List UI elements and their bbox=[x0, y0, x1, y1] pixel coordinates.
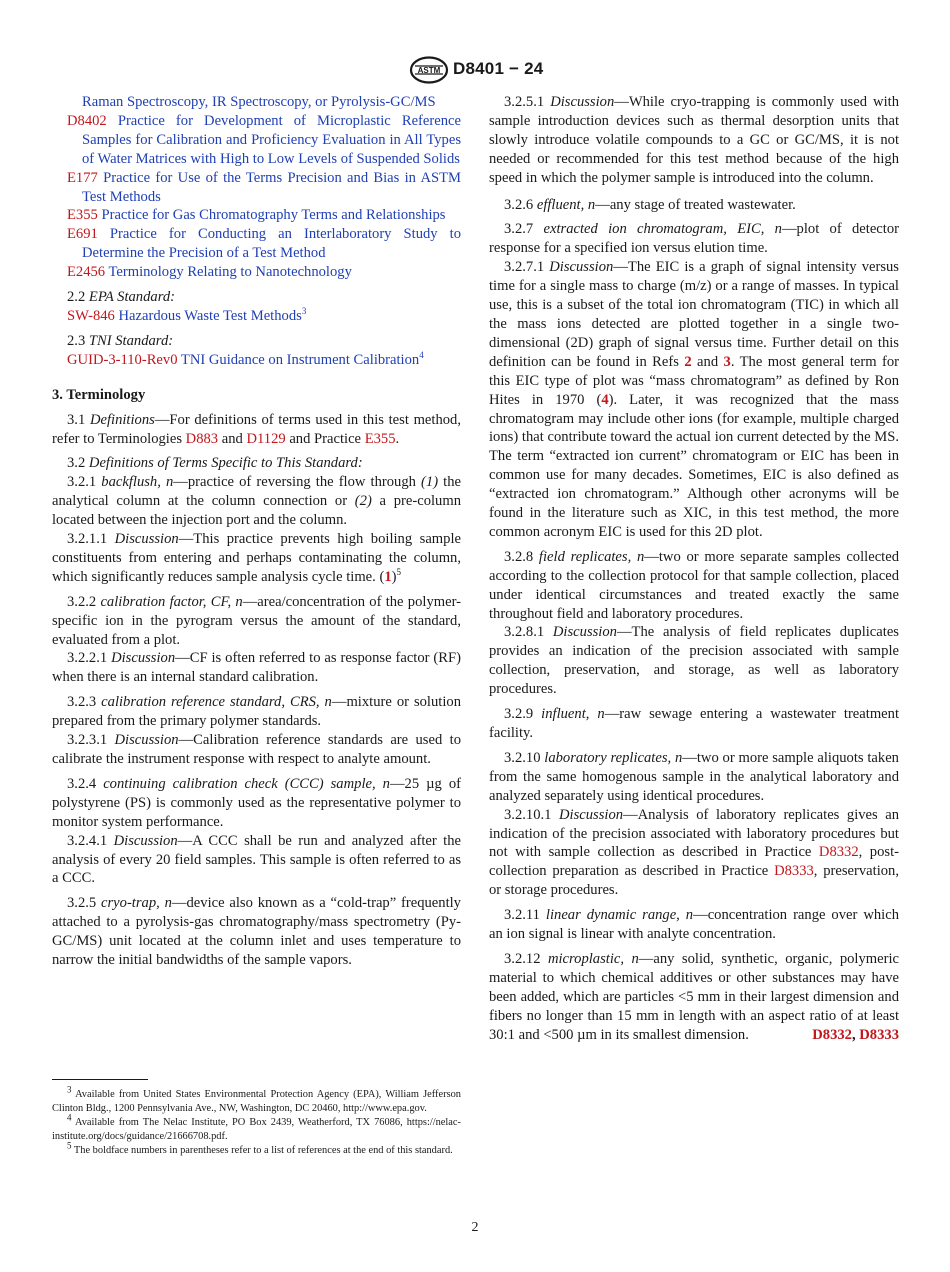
link-e355[interactable]: E355 bbox=[364, 430, 396, 447]
def-3-2-5: 3.2.5 cryo-trap, n—device also known as a “cold-trap” frequently attached to a pyrolysis-gas chromatography/mass spectrometry (Py-GC/MS) unit located at the column inlet and uses temperature to narrow the initial bandwidths of the sample vapors. bbox=[52, 895, 461, 969]
footnote: $^4$ Available from The Nelac Institute, PO Box 2439, Weatherford, TX 76086, https://nelac-institute.org/docs/guidance/21666708.pdf. bbox=[52, 1112, 461, 1142]
footnotes bbox=[52, 1084, 461, 1158]
ref-item[interactable]: D8402 Practice for Development of Microplastic Reference Samples for Calibration and Proficiency Evaluation in All Types of Water Matrices with High to Low Levels of Suspended Solids bbox=[67, 112, 461, 167]
page-number: 2 bbox=[471, 1220, 479, 1235]
def-3-2-3: 3.2.3 calibration reference standard, CRS, n—mixture or solution prepared from the primary polymer standards. bbox=[52, 694, 461, 730]
def-3-2-12: 3.2.12 microplastic, n—any solid, synthetic, organic, polymeric material to which chemical additives or other substances may have been added, which are particles <5 mm in their largest dimension and fibers no longer than 15 mm in length with an aspect ratio of at least 30:1 and <500 µm in its smallest dimension. D8332, D8333 bbox=[489, 950, 900, 1043]
link-d8333[interactable]: D8333 bbox=[774, 863, 814, 880]
def-3-2-6: 3.2.6 effluent, n—any stage of treated wastewater. bbox=[504, 196, 796, 213]
para-3-1: 3.1 Definitions—For definitions of terms used in this test method, refer to Terminologies D883 and D1129 and Practice E355. bbox=[52, 411, 461, 447]
def-3-2-11: 3.2.11 linear dynamic range, n—concentration range over which an ion signal is linear with analyte concentration. bbox=[489, 907, 899, 943]
section-2-2: 2.2 EPA Standard: bbox=[67, 289, 175, 306]
right-column bbox=[489, 93, 899, 1051]
svg-text:ASTM: ASTM bbox=[417, 66, 441, 75]
ref-item[interactable]: E691 Practice for Conducting an Interlaboratory Study to Determine the Precision of a Test Method bbox=[67, 226, 461, 262]
ref-item[interactable]: E2456 Terminology Relating to Nanotechnology bbox=[67, 264, 352, 281]
para-3-2: 3.2 Definitions of Terms Specific to This Standard: bbox=[67, 455, 363, 472]
ref-link-1[interactable]: 1 bbox=[384, 568, 392, 585]
def-3-2-4-1: 3.2.4.1 Discussion—A CCC shall be run and analyzed after the analysis of every 20 field samples. This sample is often referred to as a CCC. bbox=[52, 832, 461, 887]
def-3-2-9: 3.2.9 influent, n—raw sewage entering a wastewater treatment facility. bbox=[489, 706, 899, 741]
footnote-divider bbox=[52, 1079, 148, 1080]
ref-item[interactable]: GUID-3-110-Rev0 TNI Guidance on Instrument Calibration$^4$ bbox=[67, 349, 424, 368]
def-3-2-7-1: 3.2.7.1 Discussion—The EIC is a graph of signal intensity versus time for a single mass to charge (m/z) or a range of masses. In typical use, this is a subset of the total ion chromatogram (TIC) in which all the mass ions detected are plotted together in a single two-dimensional (2D) graph of signal versus time. Further detail on this definition can be found in Refs 2 and 3. The most general term for this EIC type of plot was “mass chromatogram” as defined by Ron Hites in 1970 (4). Later, it was recognized that the mass chromatogram may include other ions (for example, multiple charged ions) that contribute toward the actual ion current detected by the MS. The term “extracted ion current” chromatogram or EIC has been in common use for many decades. Sometimes, EIC is also defined as “extracted ion chromatogram.” Although other acronyms will be found in the literature such as XIC, in this test method, the more common acronym EIC is used for this 2D plot. bbox=[489, 259, 900, 540]
def-3-2-2-1: 3.2.2.1 Discussion—CF is often referred to as response factor (RF) when there is an internal standard calibration. bbox=[52, 650, 461, 686]
ref-item[interactable]: E355 Practice for Gas Chromatography Terms and Relationships bbox=[67, 207, 446, 224]
def-3-2-4: 3.2.4 continuing calibration check (CCC) sample, n—25 µg of polystyrene (PS) is commonly used as the representative polymer to monitor system performance. bbox=[52, 775, 461, 830]
page-header bbox=[0, 56, 950, 84]
def-3-2-1: 3.2.1 backflush, n—practice of reversing the flow through (1) the analytical column at the column connection or (2) a pre-column located between the injection port and the column. bbox=[52, 474, 461, 529]
ref-item[interactable]: SW-846 Hazardous Waste Test Methods$^3$ bbox=[67, 306, 307, 324]
designation: D8401 − 24 bbox=[453, 59, 544, 78]
link-d8332-trail[interactable]: D8332 bbox=[812, 1026, 852, 1043]
def-3-2-10-1: 3.2.10.1 Discussion—Analysis of laboratory replicates gives an indication of the precision associated with laboratory procedures but not with sample collection as described in Practice D8332, post-collection preparation as described in Practice D8333, preservation, or storage procedures. bbox=[489, 806, 900, 899]
def-3-2-5-1: 3.2.5.1 Discussion—While cryo-trapping is commonly used with sample introduction devices such as thermal desorption units that slowly introduce volatile compounds to a GC or GC/MS, it is not needed or recommended for this test method because of the high speed in which the polymer sample is introduced into the column. bbox=[489, 94, 899, 186]
ref-item[interactable]: E177 Practice for Use of the Terms Precision and Bias in ASTM Test Methods bbox=[67, 169, 461, 205]
def-3-2-1-1: 3.2.1.1 Discussion—This practice prevents high boiling sample constituents from entering and perhaps contaminating the column, which significantly reduces sample analysis cycle time. $(1)^5$ bbox=[52, 531, 461, 585]
link-d883[interactable]: D883 bbox=[185, 430, 219, 447]
def-3-2-10: 3.2.10 laboratory replicates, n—two or more sample aliquots taken from the same homogenous sample in the analytical laboratory and analyzed separately using identical procedures. bbox=[489, 749, 899, 804]
footnote: $^3$ Available from United States Environmental Protection Agency (EPA), William Jefferson Clinton Bldg., 1200 Pennsylvania Ave., NW, Washington, DC 20460, http://www.epa.gov. bbox=[52, 1084, 461, 1114]
def-3-2-3-1: 3.2.3.1 Discussion—Calibration reference standards are used to calibrate the instrument response with respect to analyte amount. bbox=[52, 732, 461, 767]
astm-logo-icon bbox=[409, 56, 449, 84]
ref-link-3[interactable]: 3 bbox=[723, 353, 731, 370]
ref-link-4[interactable]: 4 bbox=[601, 391, 609, 408]
footnote: $^5$ The boldface numbers in parentheses refer to a list of references at the end of this standard. bbox=[67, 1140, 453, 1156]
def-3-2-8-1: 3.2.8.1 Discussion—The analysis of field replicates duplicates provides an indication of the precision associated with sample collection, preservation, and storage, as well as laboratory procedures. bbox=[489, 624, 899, 698]
def-3-2-7: 3.2.7 extracted ion chromatogram, EIC, n—plot of detector response for a specified ion versus elution time. bbox=[489, 221, 899, 257]
section-2-3: 2.3 TNI Standard: bbox=[67, 332, 174, 349]
link-d8332[interactable]: D8332 bbox=[818, 844, 859, 861]
link-d1129[interactable]: D1129 bbox=[246, 430, 286, 447]
ref-link-2[interactable]: 2 bbox=[684, 353, 692, 370]
ref-continued: Raman Spectroscopy, IR Spectroscopy, or Pyrolysis-GC/MS bbox=[82, 94, 436, 110]
section-title-terminology: 3. Terminology bbox=[52, 386, 146, 403]
link-d8333-trail[interactable]: D8333 bbox=[859, 1026, 899, 1043]
left-column bbox=[52, 93, 461, 976]
def-3-2-2: 3.2.2 calibration factor, CF, n—area/concentration of the polymer-specific ion in the pyrogram versus the amount of the standard, evaluated from a plot. bbox=[52, 593, 461, 648]
def-3-2-8: 3.2.8 field replicates, n—two or more separate samples collected according to the collection protocol for that sample collection, placed under identical circumstances and treated exactly the same throughout field and laboratory procedures. bbox=[489, 548, 899, 622]
